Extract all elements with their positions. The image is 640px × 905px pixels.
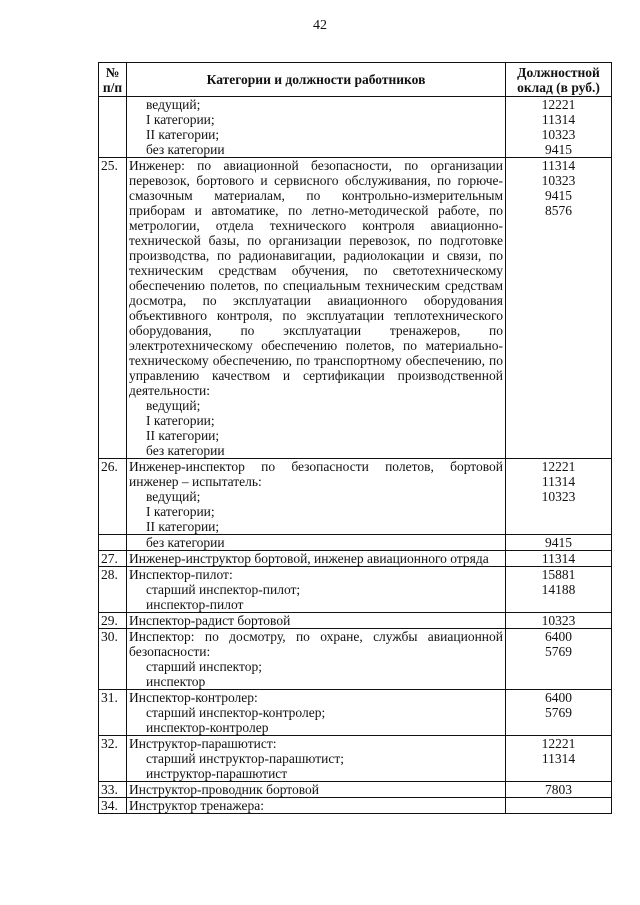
salary-value: 7803 [545, 782, 572, 797]
row-salary [506, 97, 612, 158]
row-number: 26. [99, 459, 127, 535]
category-sublevel: старший инспектор; [146, 659, 263, 674]
row-number: 28. [99, 567, 127, 613]
row-number: 29. [99, 613, 127, 629]
category-title: Инженер-инструктор бортовой, инженер авиационного отряда [129, 551, 489, 566]
table-row [99, 551, 612, 567]
category-sublevel: без категории [146, 535, 225, 550]
salary-value: 12221 [541, 459, 576, 474]
salary-value: 6400 [545, 629, 572, 644]
table-row [99, 567, 612, 613]
category-sublevel: ведущий; [146, 489, 201, 504]
table-row [99, 97, 612, 158]
salary-value: 11314 [541, 474, 576, 489]
salary-value: 10323 [541, 613, 576, 628]
table-row [99, 613, 612, 629]
salary-value: 11314 [541, 158, 576, 173]
category-sublevel: старший инструктор-парашютист; [146, 751, 344, 766]
row-category [127, 459, 506, 535]
table-body [99, 97, 612, 814]
row-category [127, 535, 506, 551]
salary-table [98, 62, 612, 814]
salary-value: 6400 [545, 690, 572, 705]
category-sublevel: II категории; [146, 519, 220, 534]
category-sublevel: инспектор-контролер [146, 720, 269, 735]
category-sublevel: I категории; [146, 504, 215, 519]
category-sublevel: без категории [146, 142, 225, 157]
category-sublevel: I категории; [146, 112, 215, 127]
row-category [127, 613, 506, 629]
category-sublevel: старший инспектор-контролер; [146, 705, 326, 720]
salary-value: 9415 [545, 535, 572, 550]
row-number [99, 97, 127, 158]
table-row [99, 629, 612, 690]
category-title: Инструктор-парашютист: [129, 736, 277, 751]
table-row [99, 736, 612, 782]
row-number: 32. [99, 736, 127, 782]
row-salary [506, 459, 612, 535]
table-row [99, 535, 612, 551]
salary-value: 12221 [541, 97, 576, 112]
salary-value: 9415 [545, 142, 572, 157]
table-header-row [99, 63, 612, 97]
salary-value: 12221 [541, 736, 576, 751]
category-title: Инструктор-проводник бортовой [129, 782, 319, 797]
salary-value: 9415 [545, 188, 572, 203]
header-category: Категории и должности работников [127, 63, 506, 97]
category-title: Инспектор-контролер: [129, 690, 258, 705]
row-salary [506, 535, 612, 551]
category-sublevel: инструктор-парашютист [146, 766, 288, 781]
salary-value: 11314 [541, 112, 576, 127]
category-title: Инспектор-пилот: [129, 567, 233, 582]
row-number: 34. [99, 798, 127, 814]
row-salary [506, 551, 612, 567]
row-number [99, 535, 127, 551]
category-sublevel: старший инспектор-пилот; [146, 582, 301, 597]
row-category [127, 567, 506, 613]
category-sublevel: II категории; [146, 428, 220, 443]
salary-value: 11314 [541, 751, 576, 766]
row-category [127, 97, 506, 158]
header-salary: Должностной оклад (в руб.) [506, 63, 612, 97]
category-title: Инспектор: по досмотру, по охране, службы авиационной безопасности: [129, 629, 503, 659]
category-sublevel: инспектор [146, 674, 206, 689]
category-sublevel: без категории [146, 443, 225, 458]
row-salary [506, 782, 612, 798]
row-number: 27. [99, 551, 127, 567]
row-category [127, 158, 506, 459]
row-salary [506, 798, 612, 814]
row-number: 33. [99, 782, 127, 798]
category-title: Инженер-инспектор по безопасности полетов, бортовой инженер – испытатель: [129, 459, 503, 489]
row-number: 31. [99, 690, 127, 736]
row-category [127, 690, 506, 736]
category-title: Инженер: по авиационной безопасности, по организации перевозок, бортового и сервисного обслуживания, по горюче-смазочным материалам, по контрольно-измерительным приборам и автоматике, по летно-методической работе, по метрологии, отдела технического контроля авиационно-технической базы, по организации перевозок, по подготовке производства, по радионавигации, радиолокации и связи, по техническим средствам обучения, по светотехническому обеспечению полетов, по специальным техническим средствам досмотра, по эксплуатации авиационного оборудования объективного контроля, по эксплуатации теплотехнического оборудования, по эксплуатации тренажеров, по электротехническому обеспечению полетов, по материально-техническому обеспечению, по транспортному обеспечению, по управлению качеством и сертификации производственной деятельности: [129, 158, 503, 398]
category-sublevel: II категории; [146, 127, 220, 142]
salary-value: 11314 [541, 551, 576, 566]
row-number: 25. [99, 158, 127, 459]
row-category [127, 798, 506, 814]
row-number: 30. [99, 629, 127, 690]
row-category [127, 629, 506, 690]
table-row [99, 158, 612, 459]
salary-value: 5769 [545, 705, 572, 720]
table-row [99, 459, 612, 535]
category-title: Инструктор тренажера: [129, 798, 264, 813]
salary-value: 8576 [545, 203, 572, 218]
table-row [99, 690, 612, 736]
row-category [127, 736, 506, 782]
table-row [99, 798, 612, 814]
header-num: № п/п [99, 63, 127, 97]
row-salary [506, 158, 612, 459]
table-row [99, 782, 612, 798]
row-category [127, 782, 506, 798]
category-sublevel: ведущий; [146, 398, 201, 413]
row-salary [506, 613, 612, 629]
row-salary [506, 629, 612, 690]
salary-value: 5769 [545, 644, 572, 659]
page-number: 42 [313, 18, 327, 33]
row-salary [506, 690, 612, 736]
category-sublevel: I категории; [146, 413, 215, 428]
salary-value: 10323 [541, 127, 576, 142]
salary-value: 10323 [541, 489, 576, 504]
row-salary [506, 567, 612, 613]
category-title: Инспектор-радист бортовой [129, 613, 291, 628]
salary-value: 10323 [541, 173, 576, 188]
category-sublevel: ведущий; [146, 97, 201, 112]
row-category [127, 551, 506, 567]
row-salary [506, 736, 612, 782]
salary-value: 15881 [541, 567, 576, 582]
category-sublevel: инспектор-пилот [146, 597, 244, 612]
salary-value: 14188 [541, 582, 576, 597]
